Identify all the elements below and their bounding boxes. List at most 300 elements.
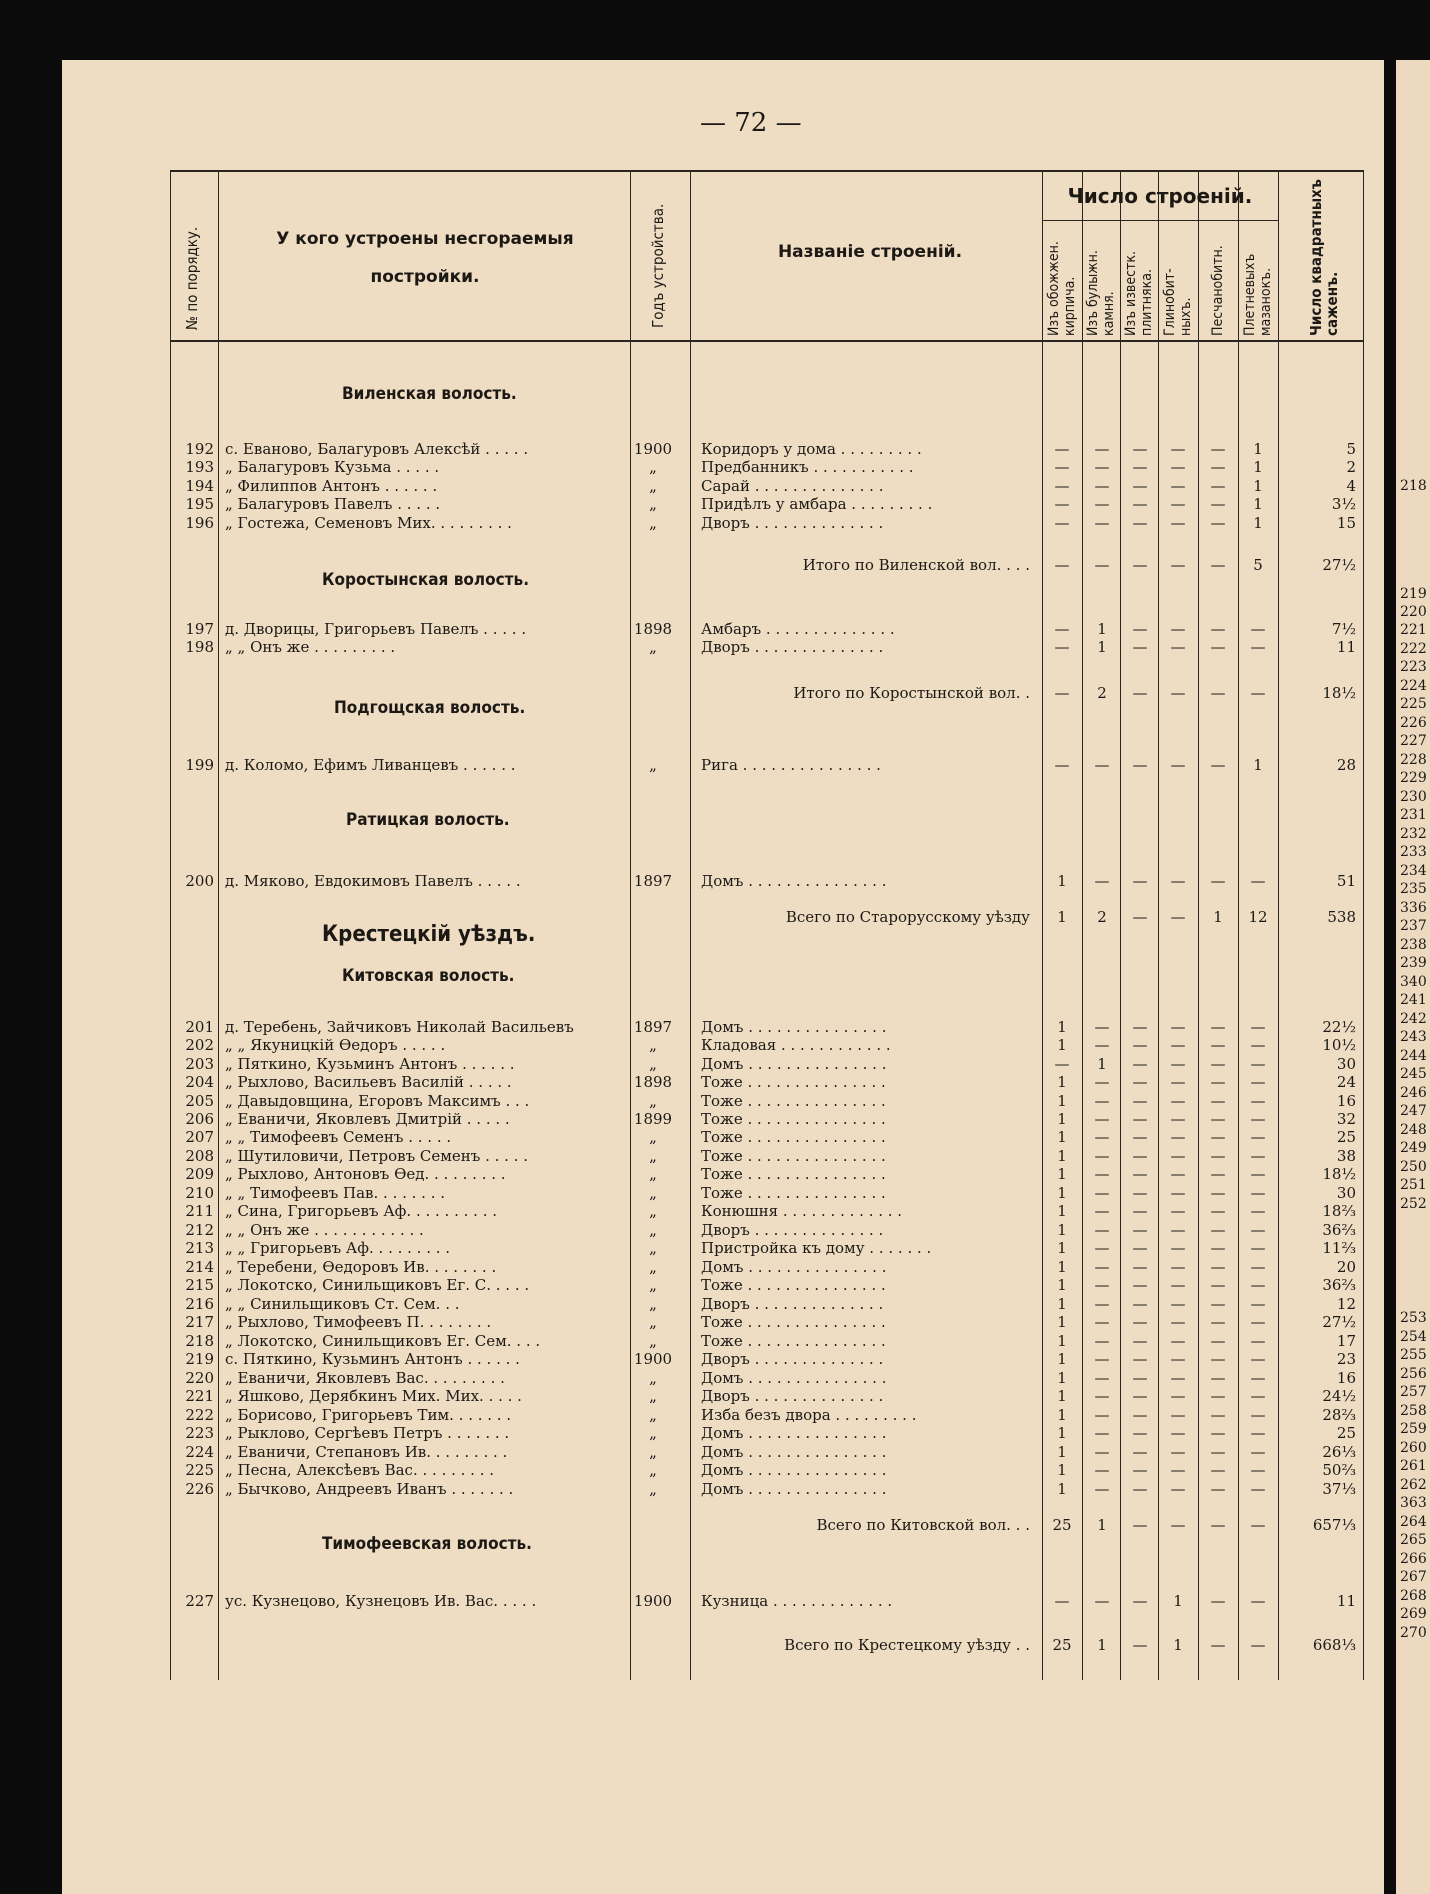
row-count-5: —: [1250, 1258, 1266, 1276]
row-count-1: —: [1094, 1110, 1110, 1128]
row-area: 5: [1346, 440, 1356, 458]
section-vilenskaya: Виленская волость.: [342, 384, 517, 404]
row-number: 208: [185, 1147, 214, 1165]
row-count-2: —: [1132, 1073, 1148, 1091]
row-count-0: 1: [1057, 1480, 1067, 1498]
row-area: 24: [1336, 1073, 1356, 1091]
table-row: [170, 440, 1363, 458]
row-count-4: —: [1210, 495, 1226, 513]
row-year: 1900: [633, 1592, 673, 1610]
row-owner: „ „ Синильщиковъ Ст. Сем. . .: [225, 1295, 460, 1313]
row-owner: „ „ Григорьевъ Аф. . . . . . . . .: [225, 1239, 451, 1257]
table-row: [170, 1592, 1363, 1610]
row-count-4: —: [1210, 1165, 1226, 1183]
row-count-4: —: [1210, 1313, 1226, 1331]
row-count-5: —: [1250, 1461, 1266, 1479]
row-count-0: 1: [1057, 1165, 1067, 1183]
row-count-1: 1: [1097, 1055, 1107, 1073]
row-building: Домъ . . . . . . . . . . . . . . .: [701, 1443, 887, 1461]
row-count-2: —: [1132, 1313, 1148, 1331]
row-count-3: —: [1170, 1128, 1186, 1146]
row-year: „: [649, 1406, 657, 1424]
row-count-2: —: [1132, 756, 1148, 774]
table-row: [170, 756, 1363, 774]
subtotal-count-4: —: [1210, 684, 1226, 702]
row-count-4: —: [1210, 1184, 1226, 1202]
row-year: „: [649, 1221, 657, 1239]
row-count-2: —: [1132, 1295, 1148, 1313]
row-building: Пристройка къ дому . . . . . . .: [701, 1239, 932, 1257]
row-count-5: —: [1250, 1295, 1266, 1313]
adjacent-row-number: 269: [1400, 1606, 1427, 1622]
row-building: Тоже . . . . . . . . . . . . . . .: [701, 1110, 886, 1128]
row-area: 38: [1336, 1147, 1356, 1165]
subtotal-area: 27½: [1322, 556, 1356, 574]
row-year: 1900: [633, 1350, 673, 1368]
row-number: 201: [185, 1018, 214, 1036]
row-count-0: 1: [1057, 1239, 1067, 1257]
row-owner: „ Рыхлово, Васильевъ Василій . . . . .: [225, 1073, 512, 1091]
row-count-3: —: [1170, 440, 1186, 458]
row-count-0: 1: [1057, 1424, 1067, 1442]
row-number: 192: [185, 440, 214, 458]
row-building: Тоже . . . . . . . . . . . . . . .: [701, 1128, 886, 1146]
row-area: 30: [1336, 1184, 1356, 1202]
table-row: [170, 1406, 1363, 1424]
row-owner: „ „ Онъ же . . . . . . . . . . . .: [225, 1221, 424, 1239]
row-count-0: —: [1054, 458, 1070, 476]
subtotal-count-5: 12: [1248, 908, 1268, 926]
row-count-5: 1: [1253, 495, 1263, 513]
row-number: 203: [185, 1055, 214, 1073]
row-year: 1897: [633, 1018, 673, 1036]
table-row: [170, 1313, 1363, 1331]
row-count-3: 1: [1173, 1592, 1183, 1610]
row-area: 16: [1336, 1092, 1356, 1110]
row-count-1: —: [1094, 1350, 1110, 1368]
row-count-5: —: [1250, 1018, 1266, 1036]
row-count-2: —: [1132, 1350, 1148, 1368]
row-area: 17: [1336, 1332, 1356, 1350]
row-count-4: —: [1210, 1202, 1226, 1220]
table-row: [170, 514, 1363, 532]
row-area: 4: [1346, 477, 1356, 495]
row-count-2: —: [1132, 1332, 1148, 1350]
row-count-5: —: [1250, 1443, 1266, 1461]
row-owner: „ Филиппов Антонъ . . . . . .: [225, 477, 438, 495]
row-area: 11: [1336, 1592, 1356, 1610]
row-count-3: —: [1170, 872, 1186, 890]
row-building: Домъ . . . . . . . . . . . . . . .: [701, 1258, 887, 1276]
row-count-0: 1: [1057, 1258, 1067, 1276]
subtotal-row: [170, 1636, 1363, 1654]
adjacent-row-number: 224: [1400, 678, 1427, 694]
subtotal-count-4: —: [1210, 556, 1226, 574]
row-count-4: —: [1210, 1369, 1226, 1387]
row-count-4: —: [1210, 1276, 1226, 1294]
subtotal-count-0: —: [1054, 556, 1070, 574]
row-count-5: —: [1250, 638, 1266, 656]
header-col-name: Названіе строеній.: [777, 242, 963, 262]
row-year: 1899: [633, 1110, 673, 1128]
table-row: [170, 1055, 1363, 1073]
row-year: „: [649, 1165, 657, 1183]
row-count-3: —: [1170, 756, 1186, 774]
adjacent-row-number: 248: [1400, 1122, 1427, 1138]
row-area: 26⅓: [1322, 1443, 1356, 1461]
row-number: 199: [185, 756, 214, 774]
row-count-4: —: [1210, 1239, 1226, 1257]
table-row: [170, 1480, 1363, 1498]
row-count-2: —: [1132, 1202, 1148, 1220]
row-count-2: —: [1132, 458, 1148, 476]
row-owner: „ Еваничи, Степановъ Ив. . . . . . . . .: [225, 1443, 508, 1461]
row-owner: „ „ Тимофеевъ Пав. . . . . . . .: [225, 1184, 446, 1202]
row-count-3: —: [1170, 1184, 1186, 1202]
row-year: „: [649, 1369, 657, 1387]
row-building: Домъ . . . . . . . . . . . . . . .: [701, 1369, 887, 1387]
row-count-1: —: [1094, 1147, 1110, 1165]
subtotal-count-2: —: [1132, 684, 1148, 702]
row-building: Рига . . . . . . . . . . . . . . .: [701, 756, 881, 774]
table-row: [170, 1092, 1363, 1110]
table-row: [170, 638, 1363, 656]
subtotal-area: 657⅓: [1312, 1516, 1356, 1534]
row-building: Дворъ . . . . . . . . . . . . . .: [701, 1295, 884, 1313]
adjacent-row-number: 252: [1400, 1196, 1427, 1212]
row-number: 225: [185, 1461, 214, 1479]
table-row: [170, 872, 1363, 890]
row-count-2: —: [1132, 1055, 1148, 1073]
adjacent-row-number: 235: [1400, 881, 1427, 897]
row-owner: „ Борисово, Григорьевъ Тим. . . . . . .: [225, 1406, 512, 1424]
row-count-1: —: [1094, 1276, 1110, 1294]
row-count-3: —: [1170, 1480, 1186, 1498]
row-count-5: —: [1250, 1424, 1266, 1442]
row-count-2: —: [1132, 1592, 1148, 1610]
row-count-3: —: [1170, 514, 1186, 532]
row-building: Придѣлъ у амбара . . . . . . . . .: [701, 495, 933, 513]
row-count-2: —: [1132, 495, 1148, 513]
row-count-2: —: [1132, 1480, 1148, 1498]
row-year: „: [649, 1387, 657, 1405]
header-col-who: У кого устроены несгораемыя постройки.: [276, 229, 574, 287]
row-number: 215: [185, 1276, 214, 1294]
row-count-4: —: [1210, 1092, 1226, 1110]
row-area: 3½: [1331, 495, 1356, 513]
header-sub-brick: Изъ обожжен. кирпича.: [1046, 241, 1078, 336]
row-count-2: —: [1132, 440, 1148, 458]
table-row: [170, 1258, 1363, 1276]
row-count-5: —: [1250, 1092, 1266, 1110]
row-year: 1897: [633, 872, 673, 890]
row-count-3: —: [1170, 1332, 1186, 1350]
row-count-4: —: [1210, 1406, 1226, 1424]
adjacent-row-number: 244: [1400, 1048, 1427, 1064]
adjacent-row-number: 268: [1400, 1588, 1427, 1604]
row-number: 196: [185, 514, 214, 532]
row-year: „: [649, 1295, 657, 1313]
table-row: [170, 1424, 1363, 1442]
subtotal-area: 538: [1327, 908, 1356, 926]
row-count-4: —: [1210, 1443, 1226, 1461]
row-number: 212: [185, 1221, 214, 1239]
table-row: [170, 1184, 1363, 1202]
table-row: [170, 495, 1363, 513]
adjacent-row-number: 242: [1400, 1011, 1427, 1027]
section-ratitskaya: Ратицкая волость.: [346, 810, 510, 830]
table-row: [170, 620, 1363, 638]
row-building: Домъ . . . . . . . . . . . . . . .: [701, 1461, 887, 1479]
row-number: 227: [185, 1592, 214, 1610]
row-area: 11: [1336, 638, 1356, 656]
subtotal-count-5: —: [1250, 1516, 1266, 1534]
row-count-0: 1: [1057, 1332, 1067, 1350]
row-count-4: —: [1210, 1258, 1226, 1276]
row-year: 1898: [633, 620, 673, 638]
row-owner: „ Локотско, Синильщиковъ Ег. Сем. . . .: [225, 1332, 541, 1350]
row-count-0: 1: [1057, 1202, 1067, 1220]
row-count-1: —: [1094, 1165, 1110, 1183]
row-count-3: —: [1170, 1036, 1186, 1054]
row-count-1: —: [1094, 1443, 1110, 1461]
row-owner: „ Балагуровъ Павелъ . . . . .: [225, 495, 441, 513]
row-count-3: —: [1170, 1147, 1186, 1165]
row-number: 198: [185, 638, 214, 656]
row-year: „: [649, 514, 657, 532]
row-count-4: —: [1210, 514, 1226, 532]
subtotal-label: Всего по Старорусскому уѣзду: [785, 908, 1030, 926]
row-building: Тоже . . . . . . . . . . . . . . .: [701, 1332, 886, 1350]
row-count-3: —: [1170, 1073, 1186, 1091]
row-area: 2: [1346, 458, 1356, 476]
row-number: 206: [185, 1110, 214, 1128]
row-building: Дворъ . . . . . . . . . . . . . .: [701, 638, 884, 656]
row-number: 204: [185, 1073, 214, 1091]
row-count-4: —: [1210, 477, 1226, 495]
subtotal-count-5: —: [1250, 684, 1266, 702]
row-area: 36²⁄₃: [1322, 1221, 1356, 1239]
subtotal-count-0: 1: [1057, 908, 1067, 926]
row-owner: д. Дворицы, Григорьевъ Павелъ . . . . .: [225, 620, 527, 638]
header-sub-stone: Изъ булыжн. камня.: [1085, 250, 1117, 336]
row-count-0: 1: [1057, 1221, 1067, 1239]
row-count-1: —: [1094, 477, 1110, 495]
row-area: 36²⁄₃: [1322, 1276, 1356, 1294]
row-year: „: [649, 1461, 657, 1479]
row-number: 197: [185, 620, 214, 638]
table-row: [170, 1369, 1363, 1387]
row-area: 30: [1336, 1055, 1356, 1073]
adjacent-row-number: 218: [1400, 478, 1427, 494]
adjacent-row-number: 254: [1400, 1329, 1427, 1345]
row-count-2: —: [1132, 1165, 1148, 1183]
row-count-4: —: [1210, 458, 1226, 476]
row-count-4: —: [1210, 1387, 1226, 1405]
row-area: 28: [1336, 756, 1356, 774]
row-count-1: —: [1094, 1128, 1110, 1146]
row-count-1: —: [1094, 440, 1110, 458]
table-row: [170, 1036, 1363, 1054]
row-owner: „ Сина, Григорьевъ Аф. . . . . . . . . .: [225, 1202, 498, 1220]
row-count-4: —: [1210, 1424, 1226, 1442]
subtotal-area: 668⅓: [1312, 1636, 1356, 1654]
row-year: „: [649, 1332, 657, 1350]
row-count-5: —: [1250, 1387, 1266, 1405]
adjacent-row-number: 231: [1400, 807, 1427, 823]
adjacent-row-number: 219: [1400, 586, 1427, 602]
row-area: 32: [1336, 1110, 1356, 1128]
subtotal-count-5: 5: [1253, 556, 1263, 574]
header-sub-lime: Изъ известк. плитняка.: [1123, 251, 1155, 336]
adjacent-row-number: 234: [1400, 863, 1427, 879]
adjacent-row-number: 340: [1400, 974, 1427, 990]
row-owner: „ Рыхлово, Антоновъ Ѳед. . . . . . . . .: [225, 1165, 506, 1183]
row-count-2: —: [1132, 477, 1148, 495]
row-count-2: —: [1132, 872, 1148, 890]
header-sub-sand: Песчанобитн.: [1210, 245, 1226, 336]
row-count-4: —: [1210, 1332, 1226, 1350]
section-korostynskaya: Коростынская волость.: [322, 570, 530, 590]
row-building: Тоже . . . . . . . . . . . . . . .: [701, 1092, 886, 1110]
subtotal-count-3: —: [1170, 908, 1186, 926]
row-year: „: [649, 1480, 657, 1498]
row-count-1: —: [1094, 1406, 1110, 1424]
adjacent-row-number: 259: [1400, 1421, 1427, 1437]
row-area: 25: [1336, 1424, 1356, 1442]
row-number: 213: [185, 1239, 214, 1257]
subtotal-count-0: —: [1054, 684, 1070, 702]
row-building: Кузница . . . . . . . . . . . . .: [701, 1592, 893, 1610]
row-count-2: —: [1132, 1018, 1148, 1036]
row-count-5: —: [1250, 1239, 1266, 1257]
table-row: [170, 1128, 1363, 1146]
adjacent-row-number: 264: [1400, 1514, 1427, 1530]
adjacent-row-number: 262: [1400, 1477, 1427, 1493]
row-count-3: —: [1170, 1369, 1186, 1387]
adjacent-row-number: 336: [1400, 900, 1427, 916]
subtotal-count-1: —: [1094, 556, 1110, 574]
row-building: Домъ . . . . . . . . . . . . . . .: [701, 872, 887, 890]
adjacent-row-number: 220: [1400, 604, 1427, 620]
row-count-1: —: [1094, 1387, 1110, 1405]
row-building: Дворъ . . . . . . . . . . . . . .: [701, 1350, 884, 1368]
adjacent-row-number: 251: [1400, 1177, 1427, 1193]
adjacent-row-number: 256: [1400, 1366, 1427, 1382]
row-count-1: —: [1094, 1424, 1110, 1442]
row-count-2: —: [1132, 620, 1148, 638]
row-count-0: 1: [1057, 1313, 1067, 1331]
row-area: 50²⁄₃: [1322, 1461, 1356, 1479]
row-count-1: —: [1094, 1092, 1110, 1110]
subtotal-count-1: 1: [1097, 1636, 1107, 1654]
row-building: Предбанникъ . . . . . . . . . . .: [701, 458, 914, 476]
row-count-4: —: [1210, 1461, 1226, 1479]
adjacent-row-number: 250: [1400, 1159, 1427, 1175]
row-year: „: [649, 1184, 657, 1202]
adjacent-row-number: 249: [1400, 1140, 1427, 1156]
adjacent-row-number: 233: [1400, 844, 1427, 860]
row-count-2: —: [1132, 1369, 1148, 1387]
row-count-3: —: [1170, 495, 1186, 513]
subtotal-count-3: 1: [1173, 1636, 1183, 1654]
row-count-0: 1: [1057, 1406, 1067, 1424]
row-count-0: —: [1054, 1055, 1070, 1073]
table-row: [170, 458, 1363, 476]
header-sub-wattle: Плетневыхъ мазанокъ.: [1242, 253, 1274, 336]
row-count-4: —: [1210, 638, 1226, 656]
row-count-2: —: [1132, 1424, 1148, 1442]
row-count-1: —: [1094, 458, 1110, 476]
row-owner: „ „ Онъ же . . . . . . . . .: [225, 638, 396, 656]
adjacent-row-number: 237: [1400, 918, 1427, 934]
row-area: 51: [1336, 872, 1356, 890]
adjacent-row-number: 241: [1400, 992, 1427, 1008]
table-row: [170, 1332, 1363, 1350]
row-count-3: —: [1170, 1350, 1186, 1368]
section-podgoshchskaya: Подгощская волость.: [334, 698, 526, 718]
subtotal-area: 18½: [1322, 684, 1356, 702]
row-owner: „ Еваничи, Яковлевъ Вас. . . . . . . . .: [225, 1369, 505, 1387]
table-row: [170, 1461, 1363, 1479]
row-count-0: —: [1054, 620, 1070, 638]
row-owner: д. Коломо, Ефимъ Ливанцевъ . . . . . .: [225, 756, 516, 774]
table-row: [170, 1165, 1363, 1183]
row-owner: „ Пяткино, Кузьминъ Антонъ . . . . . .: [225, 1055, 515, 1073]
row-number: 202: [185, 1036, 214, 1054]
row-count-1: —: [1094, 1184, 1110, 1202]
row-count-2: —: [1132, 514, 1148, 532]
subtotal-count-2: —: [1132, 556, 1148, 574]
row-count-2: —: [1132, 638, 1148, 656]
row-count-4: —: [1210, 1073, 1226, 1091]
row-count-0: 1: [1057, 1073, 1067, 1091]
row-owner: „ Песна, Алексѣевъ Вас. . . . . . . . .: [225, 1461, 495, 1479]
row-count-3: —: [1170, 1276, 1186, 1294]
row-count-2: —: [1132, 1184, 1148, 1202]
row-owner: „ Теребени, Ѳедоровъ Ив. . . . . . . .: [225, 1258, 497, 1276]
row-count-3: —: [1170, 1424, 1186, 1442]
row-count-0: 1: [1057, 1369, 1067, 1387]
row-count-5: —: [1250, 1110, 1266, 1128]
row-count-3: —: [1170, 1055, 1186, 1073]
adjacent-row-number: 229: [1400, 770, 1427, 786]
row-number: 219: [185, 1350, 214, 1368]
row-count-1: —: [1094, 514, 1110, 532]
row-count-0: —: [1054, 440, 1070, 458]
row-year: „: [649, 1036, 657, 1054]
row-building: Домъ . . . . . . . . . . . . . . .: [701, 1055, 887, 1073]
row-area: 15: [1336, 514, 1356, 532]
row-count-1: —: [1094, 1073, 1110, 1091]
row-count-2: —: [1132, 1276, 1148, 1294]
subtotal-count-4: 1: [1213, 908, 1223, 926]
row-building: Коридоръ у дома . . . . . . . . .: [701, 440, 922, 458]
row-count-0: —: [1054, 1592, 1070, 1610]
page-number: — 72 —: [700, 108, 802, 138]
row-number: 207: [185, 1128, 214, 1146]
subtotal-count-2: —: [1132, 908, 1148, 926]
row-count-4: —: [1210, 1147, 1226, 1165]
row-count-1: —: [1094, 1018, 1110, 1036]
header-col-area: Число квадратныхъ саженъ.: [1307, 179, 1341, 336]
row-count-3: —: [1170, 1258, 1186, 1276]
row-count-0: 1: [1057, 1276, 1067, 1294]
row-owner: „ Яшково, Дерябкинъ Мих. Мих. . . . .: [225, 1387, 522, 1405]
row-count-2: —: [1132, 1443, 1148, 1461]
row-count-5: 1: [1253, 756, 1263, 774]
row-count-5: —: [1250, 1073, 1266, 1091]
